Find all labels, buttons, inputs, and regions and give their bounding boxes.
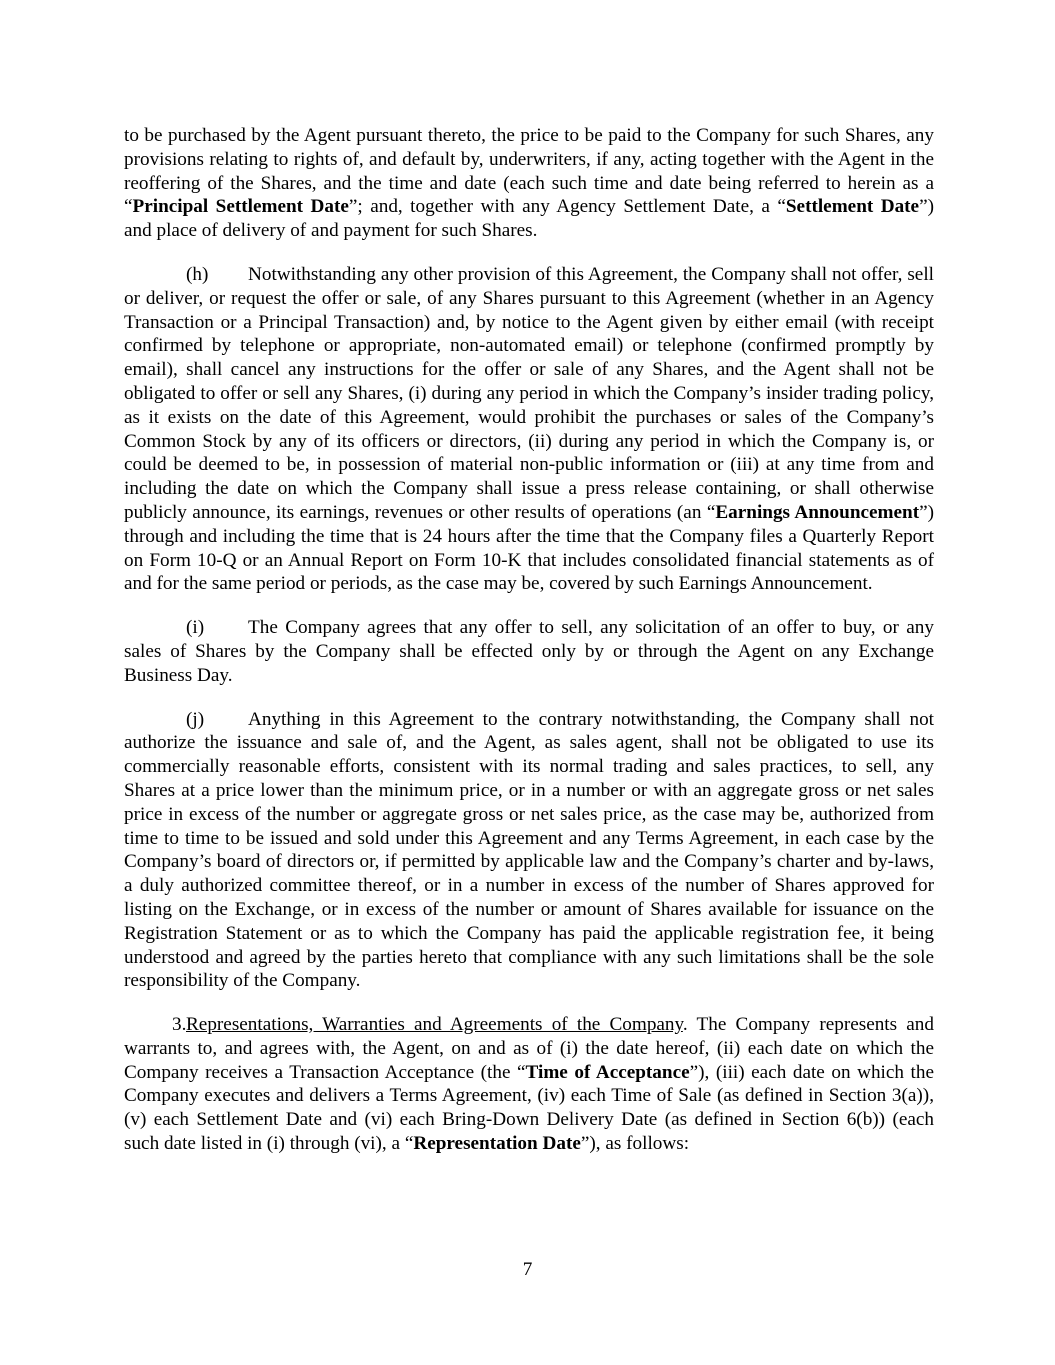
paragraph-text: The Company agrees that any offer to sell, any solicitation of an offer to buy, or any sales of Shares by the Company shall be effected only by or through the Agent on any Exchange Business Day. [124,617,934,686]
paragraph-continuation [124,124,934,243]
paragraph-text: . The Company represents and warrants to, and agrees with, the Agent, on and as of (i) the date hereof, (ii) each date on which the Company receives a Transaction Acceptance (the “ [124,1014,934,1083]
paragraph-text: ”; and, together with any Agency Settlement Date, a “ [348,196,786,218]
section-number: 3. [172,1014,187,1036]
paragraph-h [124,263,934,596]
defined-term-principal-settlement-date: Principal Settlement Date [132,196,349,218]
paragraph-i [124,616,934,687]
defined-term-time-of-acceptance: Time of Acceptance [525,1061,690,1083]
paragraph-text: to be purchased by the Agent pursuant thereto, the price to be paid to the Company for such Shares, any provisions relating to rights of, and default by, underwriters, if any, acting together with the Agent in the reoffering of the Shares, and the time and date (each such time and date being referred to herein as a “ [124,125,934,218]
clause-label-i: (i) [186,617,205,639]
paragraph-j [124,708,934,994]
defined-term-representation-date: Representation Date [413,1133,581,1155]
paragraph-text: Anything in this Agreement to the contrary notwithstanding, the Company shall not authorize the issuance and sale of, and the Agent, as sales agent, shall not be obligated to use its commercially reasonable efforts, consistent with its normal trading and sales practices, to sell, any Shares at a price lower than the minimum price, or in a number or with an aggregate gross or net sales price in excess of the number or aggregate gross or net sales price, as the case may be, authorized from time to time to be issued and sold under this Agreement and any Terms Agreement, in each case by the Company’s board of directors or, if permitted by applicable law and the Company’s charter and by-laws, a duly authorized committee thereof, or in a number in excess of the number of Shares approved for listing on the Exchange, or in excess of the number or amount of Shares available for issuance on the Registration Statement or as to which the Company has paid the applicable registration fee, it being understood and agreed by the parties hereto that compliance with any such limitations shall be the sole responsibility of the Company. [124,708,934,992]
clause-label-h: (h) [186,263,209,285]
document-page [124,124,934,1176]
page-number: 7 [522,1259,533,1280]
paragraph-text: ”) through and including the time that is 24 hours after the time that the Company files a Quarterly Report on Form 10-Q or an Annual Report on Form 10-K that includes consolidated financial statements as of and for the same period or periods, as the case may be, covered by such Earnings Announcement. [124,501,934,595]
paragraph-text: Notwithstanding any other provision of this Agreement, the Company shall not offer, sell or deliver, or request the offer or sale, of any Shares pursuant to this Agreement (whether in an Agency Transaction or a Principal Transaction) and, by notice to the Agent given by either email (with receipt confirmed by telephone or appropriate, non-automated email) or telephone (confirmed promptly by email), shall cancel any instructions for the offer or sale of any Shares, and the Agent shall not be obligated to offer or sell any Shares, (i) during any period in which the Company’s insider trading policy, as it exists on the date of this Agreement, would prohibit the purchases or sales of the Company’s Common Stock by any of its officers or directors, (ii) during any period in which the Company is, or could be deemed to be, in possession of material non-public information or (iii) at any time from and including the date on which the Company shall issue a press release containing, or shall otherwise publicly announce, its earnings, revenues or other results of operations (an “ [124,263,934,523]
clause-label-j: (j) [186,708,205,730]
paragraph-text: ”), (iii) each date on which the Company executes and delivers a Terms Agreement, (iv) each Time of Sale (as defined in Section 3(a)), (v) each Settlement Date and (vi) each Bring-Down Delivery Date (as defined in Section 6(b)) (each such date listed in (i) through (vi), a “ [124,1061,934,1155]
defined-term-settlement-date: Settlement Date [785,196,920,218]
section-3 [124,1013,934,1156]
defined-term-earnings-announcement: Earnings Announcement [715,501,920,523]
paragraph-text: ”) and place of delivery of and payment for such Shares. [124,196,934,242]
paragraph-text: ”), as follows: [580,1133,690,1155]
section-heading: Representations, Warranties and Agreements of the Company [186,1014,683,1036]
